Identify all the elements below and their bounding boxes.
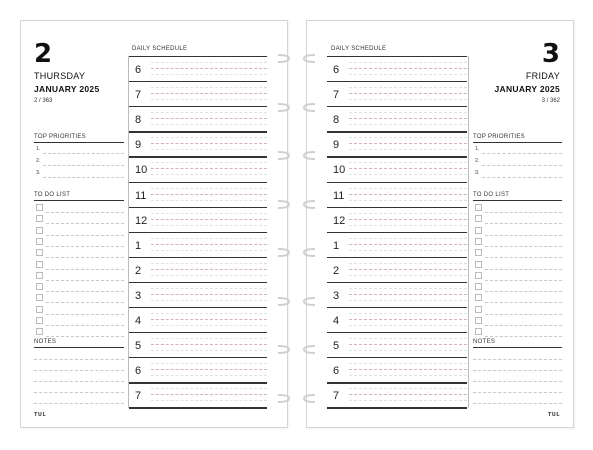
half-hour-line (151, 168, 267, 169)
half-hour-line (349, 143, 467, 144)
quarter-line (349, 99, 467, 100)
quarter-line (151, 188, 267, 189)
todo-line (46, 325, 124, 326)
quarter-line (349, 200, 467, 201)
half-hour-line (349, 194, 467, 195)
quarter-line (151, 363, 267, 364)
half-hour-line (349, 344, 467, 345)
binding-ring (276, 293, 290, 302)
quarter-line (151, 238, 267, 239)
todo-checkbox (475, 317, 482, 324)
hour-slot (129, 106, 267, 131)
hour-label: 8 (135, 114, 142, 127)
hour-label: 12 (135, 214, 148, 227)
notes-line (34, 381, 124, 382)
quarter-line (151, 400, 267, 401)
notes-rule (473, 347, 562, 348)
hour-rule (129, 282, 267, 283)
hour-slot (129, 307, 267, 332)
notes-rule (34, 347, 124, 348)
hour-rule (327, 307, 467, 308)
hour-rule (129, 257, 267, 258)
quarter-line (349, 238, 467, 239)
priority-line (43, 153, 124, 154)
hour-label: 10 (135, 164, 148, 177)
hour-label: 11 (135, 189, 147, 202)
hour-label: 10 (333, 164, 346, 177)
hour-rule (327, 257, 467, 258)
todo-line (485, 223, 562, 224)
todo-line (485, 302, 562, 303)
half-hour-line (349, 168, 467, 169)
todo-title: TO DO LIST (473, 192, 510, 198)
half-hour-line (349, 394, 467, 395)
todo-line (46, 269, 124, 270)
notes-line (473, 359, 562, 360)
hour-slot (327, 232, 467, 257)
todo-checkbox (36, 294, 43, 301)
half-hour-line (349, 294, 467, 295)
hour-label: 2 (135, 264, 142, 277)
half-hour-line (151, 369, 267, 370)
hour-label: 6 (333, 365, 340, 378)
quarter-line (151, 99, 267, 100)
quarter-line (151, 87, 267, 88)
hour-label: 7 (333, 390, 340, 403)
quarter-line (349, 124, 467, 125)
quarter-line (349, 74, 467, 75)
quarter-line (151, 275, 267, 276)
half-hour-line (151, 294, 267, 295)
hour-rule (129, 357, 267, 358)
hour-slot (129, 131, 267, 156)
half-hour-line (349, 93, 467, 94)
binding-ring (303, 244, 317, 253)
todo-checkbox (36, 227, 43, 234)
notes-line (473, 392, 562, 393)
quarter-line (349, 313, 467, 314)
hour-rule (129, 106, 267, 107)
notes-line (34, 370, 124, 371)
notes-line (473, 370, 562, 371)
hour-rule (129, 182, 267, 183)
planner-page-left (20, 20, 288, 428)
quarter-line (349, 400, 467, 401)
todo-checkbox (475, 261, 482, 268)
todo-checkbox (36, 317, 43, 324)
quarter-line (151, 74, 267, 75)
weekday: THURSDAY (34, 71, 86, 81)
hour-slot (327, 81, 467, 106)
half-hour-line (349, 244, 467, 245)
todo-checkbox (475, 328, 482, 335)
todo-line (485, 336, 562, 337)
binding-ring (276, 196, 290, 205)
hour-label: 3 (135, 289, 142, 302)
hour-label: 8 (333, 114, 340, 127)
hour-slot (129, 357, 267, 382)
todo-checkbox (475, 204, 482, 211)
hour-slot (129, 207, 267, 232)
notes-title: NOTES (34, 339, 57, 345)
hour-label: 1 (333, 239, 340, 252)
binding-ring (303, 293, 317, 302)
hour-label: 3 (333, 289, 340, 302)
hour-label: 5 (135, 340, 142, 353)
hour-rule (327, 182, 467, 183)
todo-checkbox (36, 272, 43, 279)
quarter-line (349, 250, 467, 251)
binding-ring (303, 50, 317, 59)
binding-ring (303, 147, 317, 156)
todo-checkbox (475, 249, 482, 256)
todo-checkbox (36, 238, 43, 245)
notes-line (473, 381, 562, 382)
todo-checkbox (475, 283, 482, 290)
hour-slot (129, 257, 267, 282)
hour-slot (327, 131, 467, 156)
hour-rule (327, 407, 467, 408)
todo-line (46, 302, 124, 303)
quarter-line (151, 263, 267, 264)
priority-item-1: 1. (36, 146, 41, 152)
day-of-year: 2 / 363 (34, 98, 53, 104)
quarter-line (349, 112, 467, 113)
hour-rule (129, 382, 267, 383)
hour-slot (327, 332, 467, 357)
hour-rule (327, 232, 467, 233)
quarter-line (349, 162, 467, 163)
todo-checkbox (475, 294, 482, 301)
half-hour-line (151, 68, 267, 69)
hour-label: 7 (333, 89, 340, 102)
todo-line (46, 280, 124, 281)
todo-rule (34, 200, 124, 201)
hour-label: 6 (135, 365, 142, 378)
quarter-line (151, 313, 267, 314)
half-hour-line (151, 143, 267, 144)
todo-line (46, 314, 124, 315)
todo-line (46, 257, 124, 258)
half-hour-line (151, 244, 267, 245)
priority-line (482, 153, 562, 154)
todo-checkbox (36, 328, 43, 335)
todo-line (46, 291, 124, 292)
quarter-line (151, 300, 267, 301)
quarter-line (349, 188, 467, 189)
top-priorities-title: TOP PRIORITIES (34, 134, 86, 140)
todo-title: TO DO LIST (34, 192, 71, 198)
hour-rule (129, 232, 267, 233)
quarter-line (151, 350, 267, 351)
half-hour-line (349, 319, 467, 320)
quarter-line (151, 162, 267, 163)
notes-line (34, 359, 124, 360)
quarter-line (349, 275, 467, 276)
binding-ring (276, 390, 290, 399)
todo-line (485, 280, 562, 281)
brand-logo: TUL (34, 412, 47, 418)
binding-ring (303, 196, 317, 205)
hour-slot (129, 282, 267, 307)
notes-title: NOTES (473, 339, 496, 345)
hour-label: 2 (333, 264, 340, 277)
todo-line (46, 223, 124, 224)
binding-ring (303, 341, 317, 350)
priority-line (482, 165, 562, 166)
quarter-line (151, 62, 267, 63)
todo-rule (473, 200, 562, 201)
half-hour-line (151, 93, 267, 94)
todo-checkbox (36, 204, 43, 211)
todo-line (485, 325, 562, 326)
quarter-line (151, 325, 267, 326)
hour-slot (129, 156, 267, 181)
binding-ring (276, 147, 290, 156)
hour-rule (327, 56, 467, 57)
quarter-line (349, 288, 467, 289)
hour-slot (129, 382, 267, 407)
hour-rule (129, 307, 267, 308)
todo-line (485, 269, 562, 270)
half-hour-line (349, 118, 467, 119)
hour-slot (327, 307, 467, 332)
quarter-line (349, 149, 467, 150)
quarter-line (151, 149, 267, 150)
quarter-line (151, 388, 267, 389)
schedule-title: DAILY SCHEDULE (331, 46, 387, 52)
binding-ring (276, 99, 290, 108)
hour-rule (327, 207, 467, 208)
binding-ring (276, 341, 290, 350)
half-hour-line (151, 319, 267, 320)
planner-page-right (306, 20, 574, 428)
hour-slot (129, 56, 267, 81)
quarter-line (151, 338, 267, 339)
weekday: FRIDAY (525, 71, 560, 81)
todo-line (46, 336, 124, 337)
half-hour-line (349, 219, 467, 220)
hour-rule (327, 156, 467, 157)
priority-item-3: 3. (36, 170, 41, 176)
hour-label: 7 (135, 390, 142, 403)
quarter-line (349, 62, 467, 63)
half-hour-line (349, 369, 467, 370)
hour-rule (129, 131, 267, 132)
half-hour-line (349, 269, 467, 270)
hour-rule (129, 332, 267, 333)
hour-slot (327, 357, 467, 382)
quarter-line (349, 375, 467, 376)
binding-ring (276, 50, 290, 59)
binding-ring (276, 244, 290, 253)
notes-line (34, 403, 124, 404)
half-hour-line (151, 269, 267, 270)
month-year: JANUARY 2025 (34, 84, 100, 94)
hour-slot (327, 257, 467, 282)
todo-checkbox (475, 272, 482, 279)
priority-item-2: 2. (475, 158, 480, 164)
day-number: 2 (34, 39, 53, 69)
priority-item-2: 2. (36, 158, 41, 164)
top-priorities-title: TOP PRIORITIES (473, 134, 525, 140)
schedule-title: DAILY SCHEDULE (132, 46, 188, 52)
quarter-line (151, 200, 267, 201)
half-hour-line (151, 344, 267, 345)
hour-label: 9 (135, 139, 142, 152)
hour-rule (129, 407, 267, 408)
month-year: JANUARY 2025 (494, 84, 560, 94)
quarter-line (349, 388, 467, 389)
quarter-line (349, 263, 467, 264)
quarter-line (349, 325, 467, 326)
todo-checkbox (475, 238, 482, 245)
hour-rule (327, 357, 467, 358)
quarter-line (151, 213, 267, 214)
quarter-line (349, 363, 467, 364)
todo-line (46, 235, 124, 236)
half-hour-line (151, 194, 267, 195)
priorities-rule (34, 142, 124, 143)
day-number: 3 (541, 39, 560, 69)
hour-slot (327, 182, 467, 207)
hour-label: 1 (135, 239, 142, 252)
brand-logo: TUL (547, 412, 560, 418)
todo-checkbox (36, 283, 43, 290)
todo-checkbox (475, 215, 482, 222)
priority-line (43, 165, 124, 166)
hour-slot (327, 282, 467, 307)
hour-label: 6 (333, 64, 340, 76)
quarter-line (349, 87, 467, 88)
column-divider (468, 56, 469, 408)
todo-line (485, 314, 562, 315)
priority-item-1: 1. (475, 146, 480, 152)
quarter-line (349, 213, 467, 214)
quarter-line (349, 338, 467, 339)
hour-label: 9 (333, 139, 340, 152)
notes-line (473, 403, 562, 404)
todo-line (485, 212, 562, 213)
todo-checkbox (36, 249, 43, 256)
priority-item-3: 3. (475, 170, 480, 176)
hour-rule (129, 207, 267, 208)
hour-label: 6 (135, 64, 142, 76)
hour-rule (327, 81, 467, 82)
hour-slot (327, 382, 467, 407)
hour-label: 5 (333, 340, 340, 353)
todo-line (46, 246, 124, 247)
hour-slot (129, 182, 267, 207)
hour-slot (327, 106, 467, 131)
priorities-rule (473, 142, 562, 143)
hour-rule (327, 282, 467, 283)
quarter-line (151, 375, 267, 376)
priority-line (482, 177, 562, 178)
hour-label: 7 (135, 89, 142, 102)
priority-line (43, 177, 124, 178)
hour-label: 12 (333, 214, 346, 227)
hour-label: 4 (333, 315, 340, 327)
hour-rule (129, 81, 267, 82)
todo-checkbox (475, 227, 482, 234)
quarter-line (151, 174, 267, 175)
hour-slot (129, 332, 267, 357)
half-hour-line (151, 394, 267, 395)
hour-label: 4 (135, 315, 142, 327)
hour-slot (129, 81, 267, 106)
quarter-line (349, 225, 467, 226)
todo-checkbox (36, 306, 43, 313)
half-hour-line (349, 68, 467, 69)
hour-slot (327, 156, 467, 181)
quarter-line (151, 225, 267, 226)
todo-line (485, 291, 562, 292)
hour-rule (327, 382, 467, 383)
todo-line (485, 257, 562, 258)
todo-checkbox (36, 261, 43, 268)
hour-label: 11 (333, 189, 345, 202)
quarter-line (349, 174, 467, 175)
half-hour-line (151, 219, 267, 220)
todo-line (485, 246, 562, 247)
todo-checkbox (36, 215, 43, 222)
quarter-line (349, 350, 467, 351)
todo-line (46, 212, 124, 213)
half-hour-line (151, 118, 267, 119)
binding-ring (303, 99, 317, 108)
quarter-line (151, 288, 267, 289)
todo-checkbox (475, 306, 482, 313)
binding-ring (303, 390, 317, 399)
hour-slot (129, 232, 267, 257)
quarter-line (349, 137, 467, 138)
hour-rule (129, 156, 267, 157)
quarter-line (151, 250, 267, 251)
quarter-line (349, 300, 467, 301)
quarter-line (151, 112, 267, 113)
hour-rule (129, 56, 267, 57)
hour-rule (327, 332, 467, 333)
hour-rule (327, 106, 467, 107)
quarter-line (151, 137, 267, 138)
hour-rule (327, 131, 467, 132)
todo-line (485, 235, 562, 236)
hour-slot (327, 207, 467, 232)
hour-slot (327, 56, 467, 81)
day-of-year: 3 / 362 (541, 98, 560, 104)
quarter-line (151, 124, 267, 125)
notes-line (34, 392, 124, 393)
